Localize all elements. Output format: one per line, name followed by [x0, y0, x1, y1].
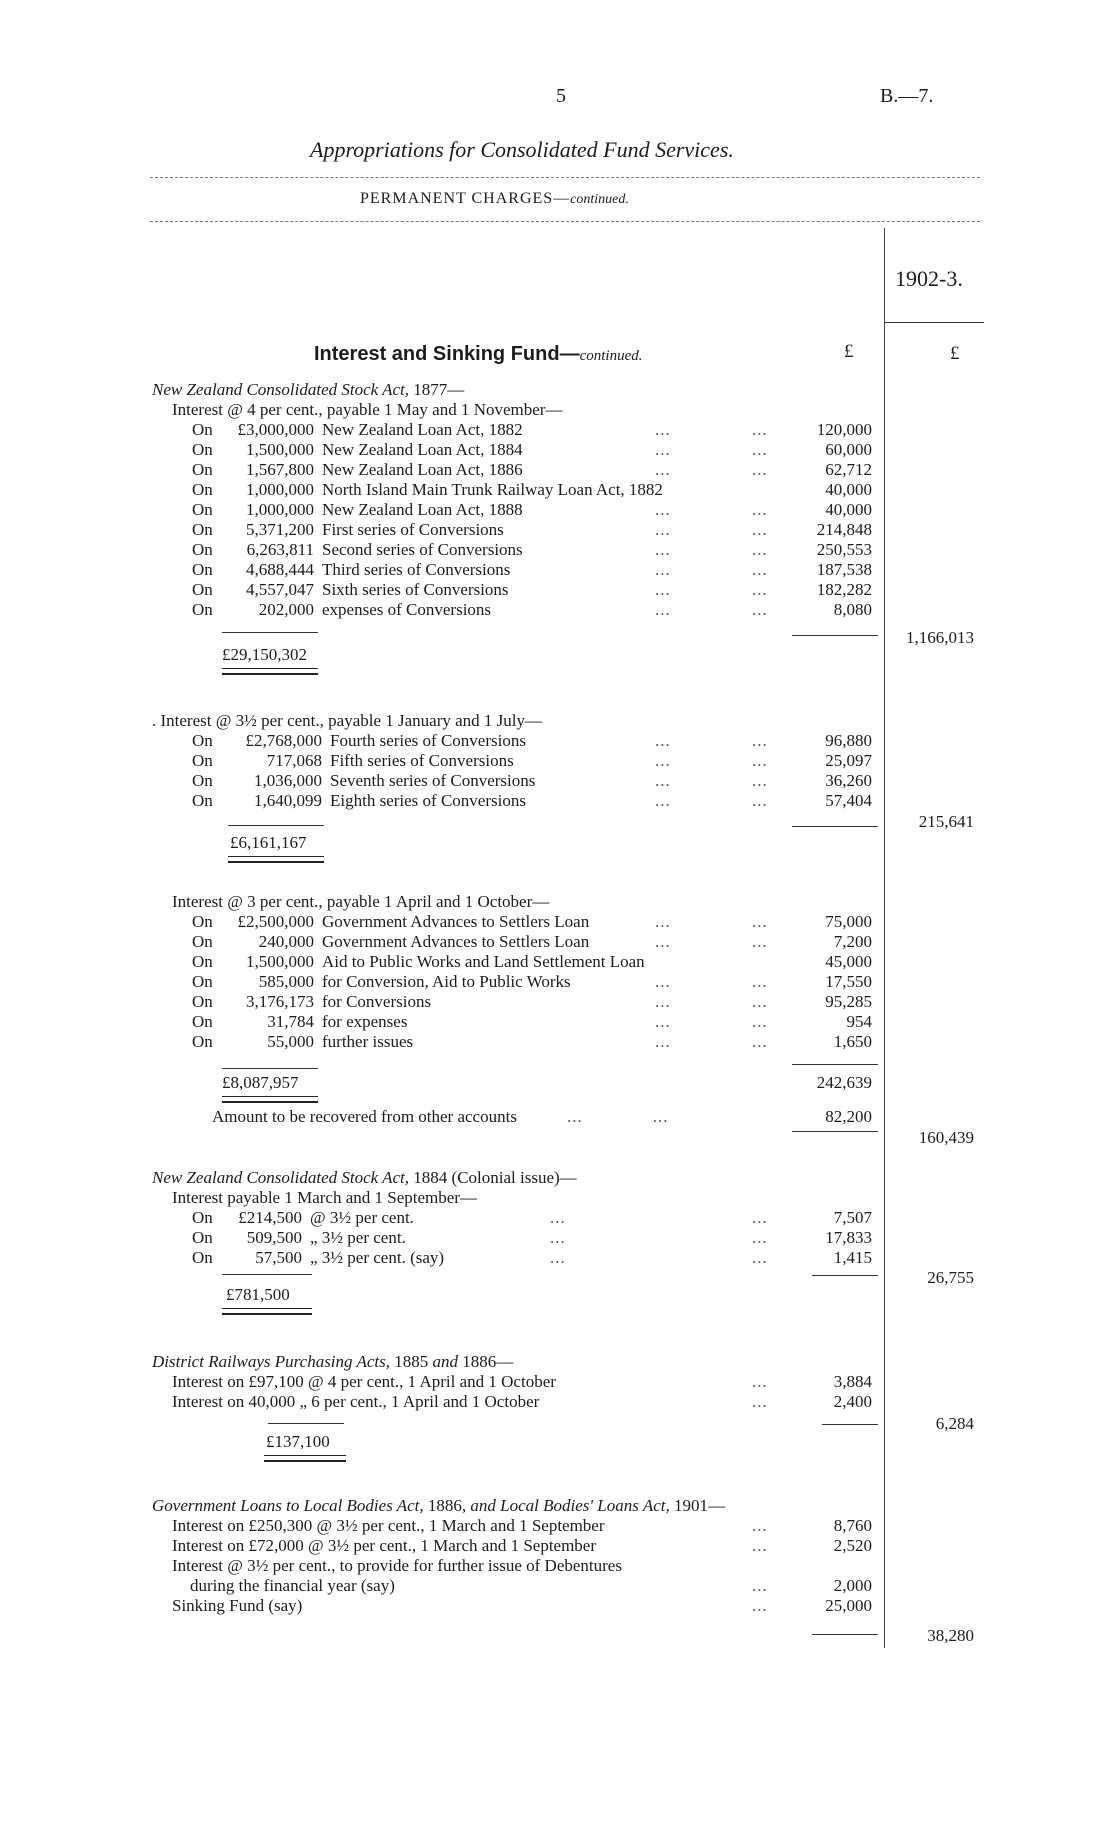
leader-dots: ...: [752, 600, 768, 619]
leader-dots: ...: [752, 1536, 768, 1555]
row-principal-amount: 57,500: [255, 1248, 302, 1267]
leader-dots: ...: [752, 420, 768, 439]
leader-dots: ...: [550, 1208, 566, 1227]
row-text: Sinking Fund (say): [172, 1596, 303, 1615]
interest-line-4-percent: Interest @ 4 per cent., payable 1 May and 1 November—: [172, 400, 563, 419]
leader-dots: ...: [752, 540, 768, 559]
leader-dots: ...: [655, 540, 671, 559]
row-value: 96,880: [825, 731, 872, 750]
row-value: 1,415: [833, 1248, 872, 1267]
value-column-rule: [792, 826, 878, 827]
leader-dots: ...: [752, 771, 768, 790]
principal-total: £8,087,957: [222, 1073, 299, 1092]
row-text: Interest on £250,300 @ 3½ per cent., 1 March and 1 September: [172, 1516, 605, 1535]
leader-dots: ...: [752, 1516, 768, 1535]
value-column-rule: [792, 635, 878, 636]
row-description: North Island Main Trunk Railway Loan Act, 1882: [322, 480, 663, 499]
row-value: 120,000: [816, 420, 872, 439]
principal-total-rule: [222, 632, 318, 633]
act-heading-1877: [152, 380, 464, 400]
row-on: On: [192, 600, 213, 619]
subtitle-continued: continued.: [570, 192, 629, 207]
leader-dots: ...: [655, 932, 671, 951]
act-year: 1901—: [669, 1496, 725, 1515]
row-description: Second series of Conversions: [322, 540, 523, 559]
row-on: On: [192, 912, 213, 931]
value-column-rule: [812, 1275, 878, 1276]
principal-total: £6,161,167: [230, 833, 307, 852]
act-name: Government Loans to Local Bodies Act,: [152, 1496, 424, 1515]
principal-total: £137,100: [266, 1432, 330, 1451]
row-description: further issues: [322, 1032, 414, 1051]
section-title-main: Interest and Sinking Fund—: [314, 343, 580, 365]
row-value: 7,507: [833, 1208, 872, 1227]
row-value: 25,000: [825, 1596, 872, 1615]
row-principal-amount: 1,000,000: [246, 500, 314, 519]
row-on: On: [192, 560, 213, 579]
principal-total: £29,150,302: [222, 645, 307, 664]
principal-total-rule: [222, 1068, 318, 1069]
leader-dots: ...: [752, 1208, 768, 1227]
interest-line-3-5-percent: . Interest @ 3½ per cent., payable 1 January and 1 July—: [152, 711, 543, 730]
subtotal: 242,639: [816, 1073, 872, 1092]
row-description: Third series of Conversions: [322, 560, 511, 579]
row-on: On: [192, 580, 213, 599]
row-text: Interest on £97,100 @ 4 per cent., 1 April and 1 October: [172, 1372, 556, 1391]
row-principal-amount: £214,500: [238, 1208, 302, 1227]
leader-dots: ...: [655, 420, 671, 439]
principal-total-double-rule: [222, 1308, 312, 1315]
act-name: District Railways Purchasing Acts,: [152, 1352, 390, 1371]
row-description: New Zealand Loan Act, 1884: [322, 440, 523, 459]
row-value: 187,538: [816, 560, 872, 579]
leader-dots: ...: [655, 751, 671, 770]
leader-dots: ...: [655, 1032, 671, 1051]
leader-dots: ...: [655, 972, 671, 991]
row-principal-amount: 1,500,000: [246, 440, 314, 459]
leader-dots: ...: [655, 600, 671, 619]
leader-dots: ...: [752, 932, 768, 951]
interest-line-march-september: Interest payable 1 March and 1 September—: [172, 1188, 477, 1207]
leader-dots: ...: [752, 460, 768, 479]
act-year: 1885: [390, 1352, 433, 1371]
row-description: Government Advances to Settlers Loan: [322, 932, 590, 951]
row-text: Interest @ 3½ per cent., to provide for further issue of Debentures: [172, 1556, 622, 1575]
page-number: 5: [556, 85, 566, 107]
group-total: 26,755: [927, 1268, 974, 1287]
page-title: Appropriations for Consolidated Fund Services.: [310, 137, 734, 162]
act-heading-local-bodies: [152, 1496, 725, 1516]
row-on: On: [192, 1248, 213, 1267]
row-on: On: [192, 972, 213, 991]
row-description: New Zealand Loan Act, 1882: [322, 420, 523, 439]
leader-dots: ...: [752, 1576, 768, 1595]
principal-total: £781,500: [226, 1285, 290, 1304]
principal-total-rule: [222, 1274, 312, 1275]
row-on: On: [192, 751, 213, 770]
row-description: for Conversion, Aid to Public Works: [322, 972, 571, 991]
row-description: New Zealand Loan Act, 1886: [322, 460, 523, 479]
row-description: expenses of Conversions: [322, 600, 492, 619]
row-text: Interest on 40,000 „ 6 per cent., 1 April and 1 October: [172, 1392, 540, 1411]
row-value: 7,200: [833, 932, 872, 951]
row-value: 62,712: [825, 460, 872, 479]
act-heading-1884: [152, 1168, 577, 1188]
section-title-continued: continued.: [579, 348, 643, 364]
leader-dots: ...: [550, 1228, 566, 1247]
act-year: 1886—: [458, 1352, 514, 1371]
row-on: On: [192, 1228, 213, 1247]
row-description: New Zealand Loan Act, 1888: [322, 500, 523, 519]
row-on: On: [192, 952, 213, 971]
act-name: New Zealand Consolidated Stock Act,: [152, 1168, 410, 1187]
group-total: 38,280: [927, 1626, 974, 1645]
row-principal-amount: 55,000: [267, 1032, 314, 1051]
leader-dots: ...: [752, 751, 768, 770]
subtitle-rule: [150, 221, 980, 222]
principal-total-double-rule: [264, 1455, 346, 1462]
row-value: 250,553: [816, 540, 872, 559]
act-year: 1886,: [423, 1496, 471, 1515]
row-on: On: [192, 500, 213, 519]
row-principal-amount: 4,557,047: [246, 580, 314, 599]
row-value: 36,260: [825, 771, 872, 790]
row-description: Aid to Public Works and Land Settlement Loan: [322, 952, 645, 971]
row-description: „ 3½ per cent.: [310, 1228, 406, 1247]
leader-dots: ...: [752, 1032, 768, 1051]
row-value: 1,650: [833, 1032, 872, 1051]
principal-total-rule: [268, 1423, 344, 1424]
row-on: On: [192, 1032, 213, 1051]
row-principal-amount: 1,000,000: [246, 480, 314, 499]
row-value: 17,833: [825, 1228, 872, 1247]
leader-dots: ...: [655, 460, 671, 479]
row-on: On: [192, 791, 213, 810]
leader-dots: ...: [752, 560, 768, 579]
row-value: 3,884: [833, 1372, 872, 1391]
leader-dots: ...: [752, 1248, 768, 1267]
row-description: Fifth series of Conversions: [330, 751, 514, 770]
group-total: 160,439: [918, 1128, 974, 1147]
row-description: @ 3½ per cent.: [310, 1208, 414, 1227]
row-on: On: [192, 420, 213, 439]
row-principal-amount: 1,640,099: [254, 791, 322, 810]
leader-dots: ...: [752, 791, 768, 810]
leader-dots: ...: [752, 1372, 768, 1391]
row-value: 2,520: [833, 1536, 872, 1555]
row-value: 25,097: [825, 751, 872, 770]
row-principal-amount: 1,567,800: [246, 460, 314, 479]
column-divider: [884, 228, 885, 1648]
act-name: New Zealand Consolidated Stock Act,: [152, 380, 410, 399]
group-total: 1,166,013: [906, 628, 974, 647]
act-name-2: and Local Bodies' Loans Act,: [470, 1496, 670, 1515]
leader-dots: ...: [752, 1228, 768, 1247]
row-value: 954: [846, 1012, 872, 1031]
row-value: 95,285: [825, 992, 872, 1011]
row-value: 182,282: [816, 580, 872, 599]
leader-dots: ...: [752, 520, 768, 539]
row-on: On: [192, 992, 213, 1011]
row-value: 2,000: [833, 1576, 872, 1595]
row-on: On: [192, 1012, 213, 1031]
leader-dots: ...: [655, 500, 671, 519]
row-description: „ 3½ per cent. (say): [310, 1248, 445, 1267]
row-description: Fourth series of Conversions: [330, 731, 526, 750]
group-total: 6,284: [935, 1414, 974, 1433]
leader-dots: ...: [655, 771, 671, 790]
leader-dots: ...: [752, 580, 768, 599]
row-description: Sixth series of Conversions: [322, 580, 509, 599]
row-on: On: [192, 932, 213, 951]
value-column-rule: [812, 1634, 878, 1635]
leader-dots: ...: [566, 1107, 583, 1126]
principal-total-double-rule: [222, 668, 318, 675]
row-text: during the financial year (say): [190, 1576, 395, 1595]
row-on: On: [192, 460, 213, 479]
principal-total-double-rule: [222, 1096, 318, 1103]
row-principal-amount: £2,500,000: [237, 912, 314, 931]
row-principal-amount: 4,688,444: [246, 560, 314, 579]
principal-total-rule: [228, 825, 324, 826]
leader-dots: ...: [752, 1392, 768, 1411]
header-rule: [150, 177, 980, 178]
leader-dots: ...: [752, 1012, 768, 1031]
leader-dots: ...: [752, 1596, 768, 1615]
row-description: for Conversions: [322, 992, 432, 1011]
subtitle-main: PERMANENT CHARGES—: [360, 190, 571, 207]
row-on: On: [192, 520, 213, 539]
leader-dots: ...: [655, 440, 671, 459]
row-on: On: [192, 731, 213, 750]
row-principal-amount: 717,068: [266, 751, 322, 770]
leader-dots: ...: [655, 992, 671, 1011]
row-principal-amount: 585,000: [258, 972, 314, 991]
row-value: 75,000: [825, 912, 872, 931]
row-principal-amount: £2,768,000: [245, 731, 322, 750]
row-description: First series of Conversions: [322, 520, 504, 539]
leader-dots: ...: [655, 912, 671, 931]
row-principal-amount: 202,000: [258, 600, 314, 619]
row-on: On: [192, 480, 213, 499]
document-reference: B.—7.: [880, 85, 934, 107]
leader-dots: ...: [752, 912, 768, 931]
row-principal-amount: 31,784: [267, 1012, 314, 1031]
act-detail: 1884 (Colonial issue)—: [409, 1168, 577, 1187]
row-description: for expenses: [322, 1012, 408, 1031]
leader-dots: ...: [655, 560, 671, 579]
row-principal-amount: 6,263,811: [246, 540, 314, 559]
row-value: 8,080: [833, 600, 872, 619]
recovered-label-text: Amount to be recovered from other accounts: [212, 1107, 517, 1126]
section-title: [314, 342, 642, 368]
leader-dots: ...: [550, 1248, 566, 1267]
row-value: 2,400: [833, 1392, 872, 1411]
row-principal-amount: 5,371,200: [246, 520, 314, 539]
value-column-rule: [792, 1131, 878, 1132]
year-header: 1902-3.: [895, 266, 963, 291]
row-principal-amount: 509,500: [246, 1228, 302, 1247]
leader-dots: ...: [652, 1107, 669, 1126]
row-value: 40,000: [825, 500, 872, 519]
principal-total-double-rule: [228, 856, 324, 863]
leader-dots: ...: [655, 791, 671, 810]
interest-line-3-percent: Interest @ 3 per cent., payable 1 April and 1 October—: [172, 892, 550, 911]
act-and: and: [432, 1352, 458, 1371]
leader-dots: ...: [752, 992, 768, 1011]
value-column-rule: [822, 1424, 878, 1425]
row-value: 45,000: [825, 952, 872, 971]
row-value: 60,000: [825, 440, 872, 459]
row-description: Eighth series of Conversions: [330, 791, 526, 810]
page-subtitle: [360, 189, 629, 210]
row-principal-amount: 240,000: [258, 932, 314, 951]
year-header-rule: [884, 322, 984, 323]
leader-dots: ...: [655, 580, 671, 599]
leader-dots: ...: [752, 500, 768, 519]
leader-dots: ...: [752, 972, 768, 991]
row-value: 17,550: [825, 972, 872, 991]
row-description: Government Advances to Settlers Loan: [322, 912, 590, 931]
leader-dots: ...: [655, 1012, 671, 1031]
leader-dots: ...: [752, 440, 768, 459]
group-total: 215,641: [918, 812, 974, 831]
row-value: 57,404: [825, 791, 872, 810]
pound-sign-column-2: £: [950, 343, 960, 364]
row-on: On: [192, 771, 213, 790]
row-on: On: [192, 540, 213, 559]
recovered-label: [212, 1107, 668, 1127]
leader-dots: ...: [655, 731, 671, 750]
leader-dots: ...: [752, 731, 768, 750]
row-value: 8,760: [833, 1516, 872, 1535]
row-on: On: [192, 440, 213, 459]
pound-sign-column-1: £: [844, 341, 854, 362]
act-year: 1877—: [409, 380, 465, 399]
row-description: Seventh series of Conversions: [330, 771, 536, 790]
row-principal-amount: 3,176,173: [246, 992, 314, 1011]
leader-dots: ...: [655, 520, 671, 539]
row-value: 214,848: [816, 520, 872, 539]
row-text: Interest on £72,000 @ 3½ per cent., 1 March and 1 September: [172, 1536, 597, 1555]
act-heading-district-railways: [152, 1352, 513, 1372]
value-column-rule: [792, 1064, 878, 1065]
row-principal-amount: 1,500,000: [246, 952, 314, 971]
recovered-value: 82,200: [825, 1107, 872, 1126]
row-principal-amount: £3,000,000: [237, 420, 314, 439]
row-principal-amount: 1,036,000: [254, 771, 322, 790]
row-value: 40,000: [825, 480, 872, 499]
row-on: On: [192, 1208, 213, 1227]
